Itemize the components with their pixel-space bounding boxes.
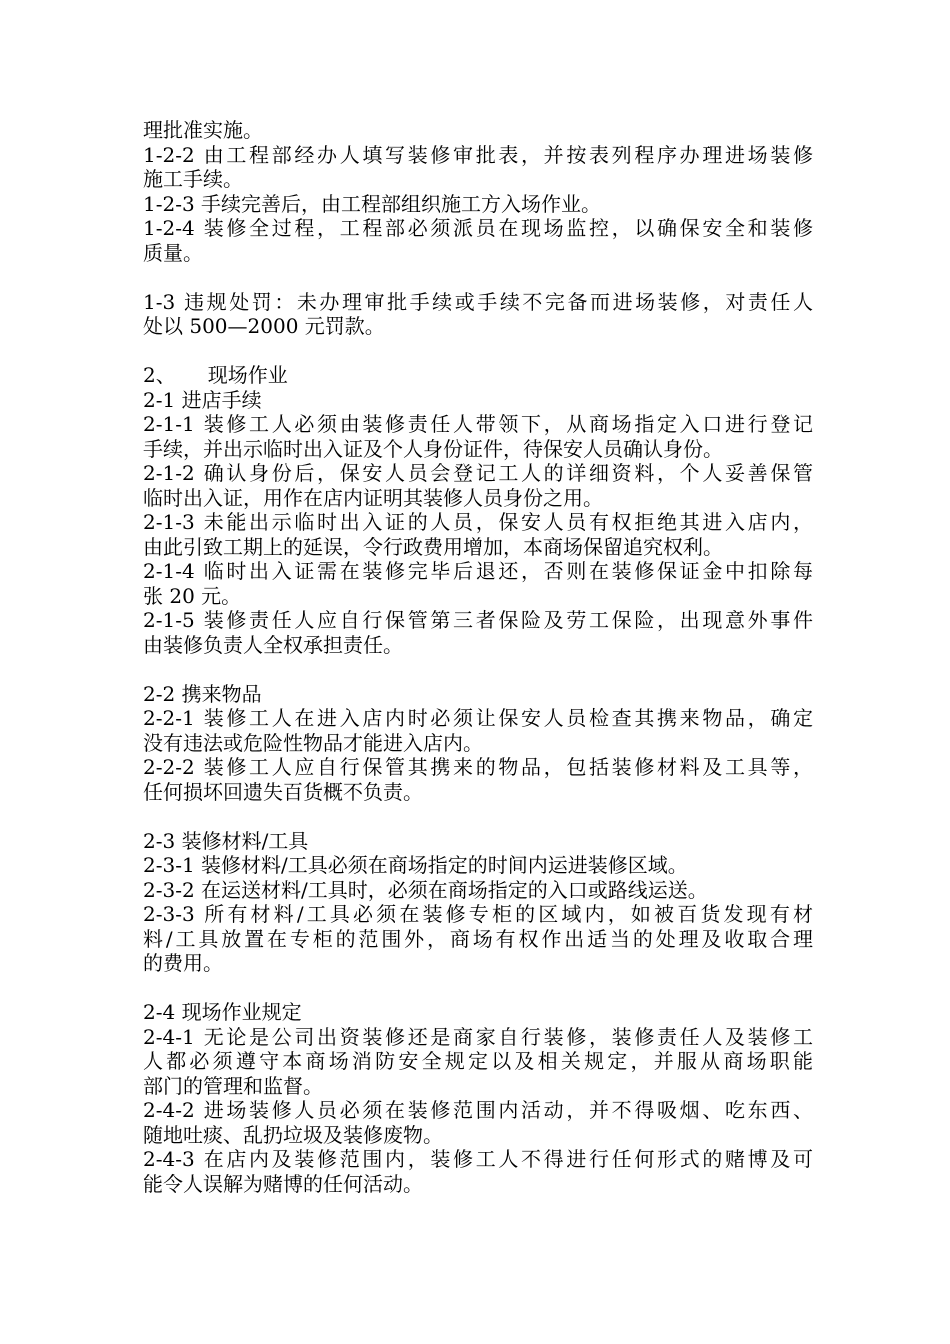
text-line: 2-2 携来物品 <box>143 681 262 706</box>
text-line: 张 20 元。 <box>143 583 242 608</box>
text-line: 2-1-3 未能出示临时出入证的人员，保安人员有权拒绝其进入店内， <box>143 510 813 534</box>
text-line: 2-4-2 进场装修人员必须在装修范围内活动，并不得吸烟、吃东西、 <box>143 1098 813 1122</box>
blank-line <box>143 265 813 290</box>
text-line: 的费用。 <box>143 951 223 975</box>
blank-line <box>143 976 813 1001</box>
text-line: 2-1-1 装修工人必须由装修责任人带领下，从商场指定入口进行登记 <box>143 412 813 436</box>
text-line: 手续，并出示临时出入证及个人身份证件，待保安人员确认身份。 <box>143 436 723 461</box>
blank-line <box>143 339 813 364</box>
text-line: 2-4-1 无论是公司出资装修还是商家自行装修，装修责任人及装修工 <box>143 1024 813 1049</box>
text-line: 由此引致工期上的延误，令行政费用增加，本商场保留追究权利。 <box>143 534 723 559</box>
text-line: 2-1-4 临时出入证需在装修完毕后退还，否则在装修保证金中扣除每 <box>143 559 813 583</box>
text-line: 由装修负责人全权承担责任。 <box>143 632 403 657</box>
blank-line <box>143 657 813 682</box>
text-line: 没有违法或危险性物品才能进入店内。 <box>143 730 483 755</box>
text-line: 质量。 <box>143 240 203 265</box>
text-line: 料/工具放置在专柜的范围外，商场有权作出适当的处理及收取合理 <box>143 926 813 951</box>
text-line: 2-2-1 装修工人在进入店内时必须让保安人员检查其携来物品，确定 <box>143 706 813 730</box>
blank-line <box>143 804 813 829</box>
text-line: 理批准实施。 <box>143 118 263 142</box>
text-line: 2-2-2 装修工人应自行保管其携来的物品，包括装修材料及工具等， <box>143 755 813 779</box>
document-body <box>143 118 813 1196</box>
text-line: 2-4-3 在店内及装修范围内，装修工人不得进行任何形式的赌博及可 <box>143 1147 813 1171</box>
section-number: 2、 <box>143 363 176 387</box>
section-heading <box>143 363 813 388</box>
text-line: 任何损坏回遗失百货概不负责。 <box>143 779 423 804</box>
text-line: 能令人误解为赌博的任何活动。 <box>143 1171 423 1196</box>
text-line: 2-3 装修材料/工具 <box>143 828 309 853</box>
text-line: 1-2-4 装修全过程，工程部必须派员在现场监控，以确保安全和装修 <box>143 216 813 240</box>
text-line: 1-3 违规处罚：未办理审批手续或手续不完备而进场装修，对责任人 <box>143 289 813 314</box>
text-line: 施工手续。 <box>143 167 243 191</box>
text-line: 人都必须遵守本商场消防安全规定以及相关规定，并服从商场职能 <box>143 1049 813 1073</box>
text-line: 处以 500—2000 元罚款。 <box>143 314 385 338</box>
text-line: 2-3-1 装修材料/工具必须在商场指定的时间内运进装修区域。 <box>143 853 688 877</box>
text-line: 2-3-2 在运送材料/工具时，必须在商场指定的入口或路线运送。 <box>143 877 708 902</box>
text-line: 1-2-2 由工程部经办人填写装修审批表，并按表列程序办理进场装修 <box>143 142 813 167</box>
text-line: 2-1 进店手续 <box>143 387 262 412</box>
text-line: 部门的管理和监督。 <box>143 1073 323 1098</box>
section-title: 现场作业 <box>207 363 288 387</box>
text-line: 临时出入证，用作在店内证明其装修人员身份之用。 <box>143 485 603 510</box>
text-line: 2-1-5 装修责任人应自行保管第三者保险及劳工保险，出现意外事件 <box>143 608 813 632</box>
text-line: 2-3-3 所有材料/工具必须在装修专柜的区域内，如被百货发现有材 <box>143 902 813 926</box>
text-line: 1-2-3 手续完善后，由工程部组织施工方入场作业。 <box>143 191 602 216</box>
text-line: 2-4 现场作业规定 <box>143 1000 302 1024</box>
text-line: 2-1-2 确认身份后，保安人员会登记工人的详细资料，个人妥善保管 <box>143 461 813 485</box>
text-line: 随地吐痰、乱扔垃圾及装修废物。 <box>143 1122 443 1147</box>
